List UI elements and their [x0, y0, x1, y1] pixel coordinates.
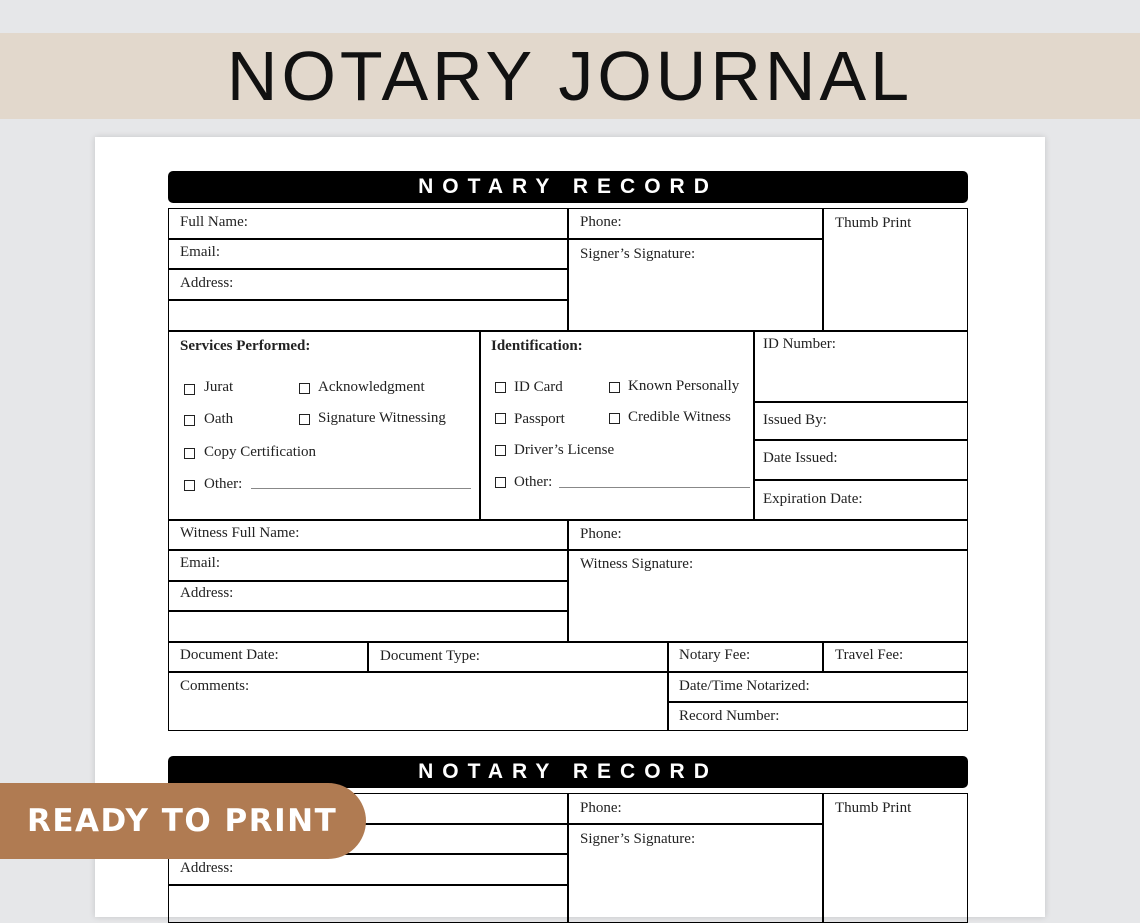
oath-checkbox[interactable] [184, 415, 195, 426]
thumb-print-area[interactable] [828, 238, 963, 326]
witness-phone-label: Phone: [580, 526, 622, 542]
email-label: Email: [180, 244, 220, 260]
date-time-notarized-label: Date/Time Notarized: [679, 678, 810, 694]
full-name-label: Full Name: [180, 214, 248, 230]
signature-witnessing-checkbox[interactable] [299, 414, 310, 425]
acknowledgment-label: Acknowledgment [318, 379, 425, 395]
credible-witness-label: Credible Witness [628, 409, 731, 425]
address-field[interactable] [248, 271, 563, 326]
witness-address-label: Address: [180, 585, 234, 601]
signers-signature-field[interactable] [573, 268, 818, 326]
travel-fee-field[interactable] [908, 644, 963, 670]
signers-signature-field-2[interactable] [573, 853, 818, 913]
services-other-line[interactable] [251, 488, 471, 489]
comments-field[interactable] [173, 696, 663, 728]
travel-fee-label: Travel Fee: [835, 647, 904, 663]
copy-certification-checkbox[interactable] [184, 448, 195, 459]
date-issued-label: Date Issued: [763, 450, 838, 466]
id-number-field[interactable] [758, 358, 963, 398]
badge-label: READY TO PRINT [27, 803, 338, 839]
signers-signature-label-2: Signer’s Signature: [580, 831, 696, 847]
identification-title: Identification: [491, 338, 583, 354]
thumb-print-label: Thumb Print [835, 215, 912, 231]
witness-signature-label: Witness Signature: [580, 556, 694, 572]
witness-full-name-label: Witness Full Name: [180, 525, 300, 541]
jurat-checkbox[interactable] [184, 384, 195, 395]
witness-phone-field[interactable] [638, 522, 963, 548]
record-header [168, 171, 968, 203]
phone-label-2: Phone: [580, 800, 622, 816]
copy-certification-label: Copy Certification [204, 444, 317, 460]
date-issued-field[interactable] [848, 443, 963, 475]
notary-fee-field[interactable] [758, 644, 818, 670]
address-label: Address: [180, 275, 234, 291]
witness-full-name-field[interactable] [328, 522, 563, 548]
issued-by-label: Issued By: [763, 412, 827, 428]
document-type-label: Document Type: [380, 648, 480, 664]
acknowledgment-checkbox[interactable] [299, 383, 310, 394]
credible-witness-checkbox[interactable] [609, 413, 620, 424]
known-personally-label: Known Personally [628, 378, 740, 394]
passport-checkbox[interactable] [495, 413, 506, 424]
page-title: NOTARY JOURNAL [226, 37, 914, 115]
issued-by-field[interactable] [833, 405, 963, 435]
address-field-2[interactable] [248, 856, 563, 882]
drivers-license-checkbox[interactable] [495, 445, 506, 456]
ready-to-print-badge [0, 783, 366, 859]
email-field[interactable] [238, 240, 563, 266]
services-other-label: Other: [204, 476, 243, 492]
record-header-2-label: NOTARY RECORD [418, 760, 718, 783]
services-other-checkbox[interactable] [184, 480, 195, 491]
witness-email-field[interactable] [238, 552, 563, 578]
address-label-2: Address: [180, 860, 234, 876]
oath-label: Oath [204, 411, 234, 427]
signature-witnessing-label: Signature Witnessing [318, 410, 446, 426]
document-type-field[interactable] [488, 644, 663, 670]
phone-label: Phone: [580, 214, 622, 230]
drivers-license-label: Driver’s License [514, 442, 615, 458]
document-date-field[interactable] [288, 644, 363, 670]
date-time-notarized-field[interactable] [828, 674, 963, 700]
witness-email-label: Email: [180, 555, 220, 571]
phone-field[interactable] [638, 210, 818, 236]
expiration-date-field[interactable] [873, 483, 963, 515]
witness-signature-field[interactable] [573, 578, 963, 638]
id-card-checkbox[interactable] [495, 382, 506, 393]
full-name-field[interactable] [288, 210, 563, 236]
signers-signature-label: Signer’s Signature: [580, 246, 696, 262]
title-banner [0, 33, 1140, 119]
jurat-label: Jurat [204, 379, 234, 395]
witness-address-field[interactable] [248, 582, 563, 638]
record-number-label: Record Number: [679, 708, 780, 724]
passport-label: Passport [514, 411, 565, 427]
comments-label: Comments: [180, 678, 250, 694]
id-number-label: ID Number: [763, 336, 836, 352]
identification-other-line[interactable] [559, 487, 750, 488]
thumb-print-label-2: Thumb Print [835, 800, 912, 816]
notary-fee-label: Notary Fee: [679, 647, 751, 663]
known-personally-checkbox[interactable] [609, 382, 620, 393]
record-header-label: NOTARY RECORD [418, 175, 718, 198]
expiration-date-label: Expiration Date: [763, 491, 863, 507]
identification-other-checkbox[interactable] [495, 477, 506, 488]
document-date-label: Document Date: [180, 647, 279, 663]
notary-record-form [168, 208, 968, 731]
record-number-field[interactable] [793, 704, 963, 728]
phone-field-2[interactable] [638, 795, 818, 821]
id-card-label: ID Card [514, 379, 563, 395]
services-title: Services Performed: [180, 338, 311, 354]
identification-other-label: Other: [514, 474, 553, 490]
